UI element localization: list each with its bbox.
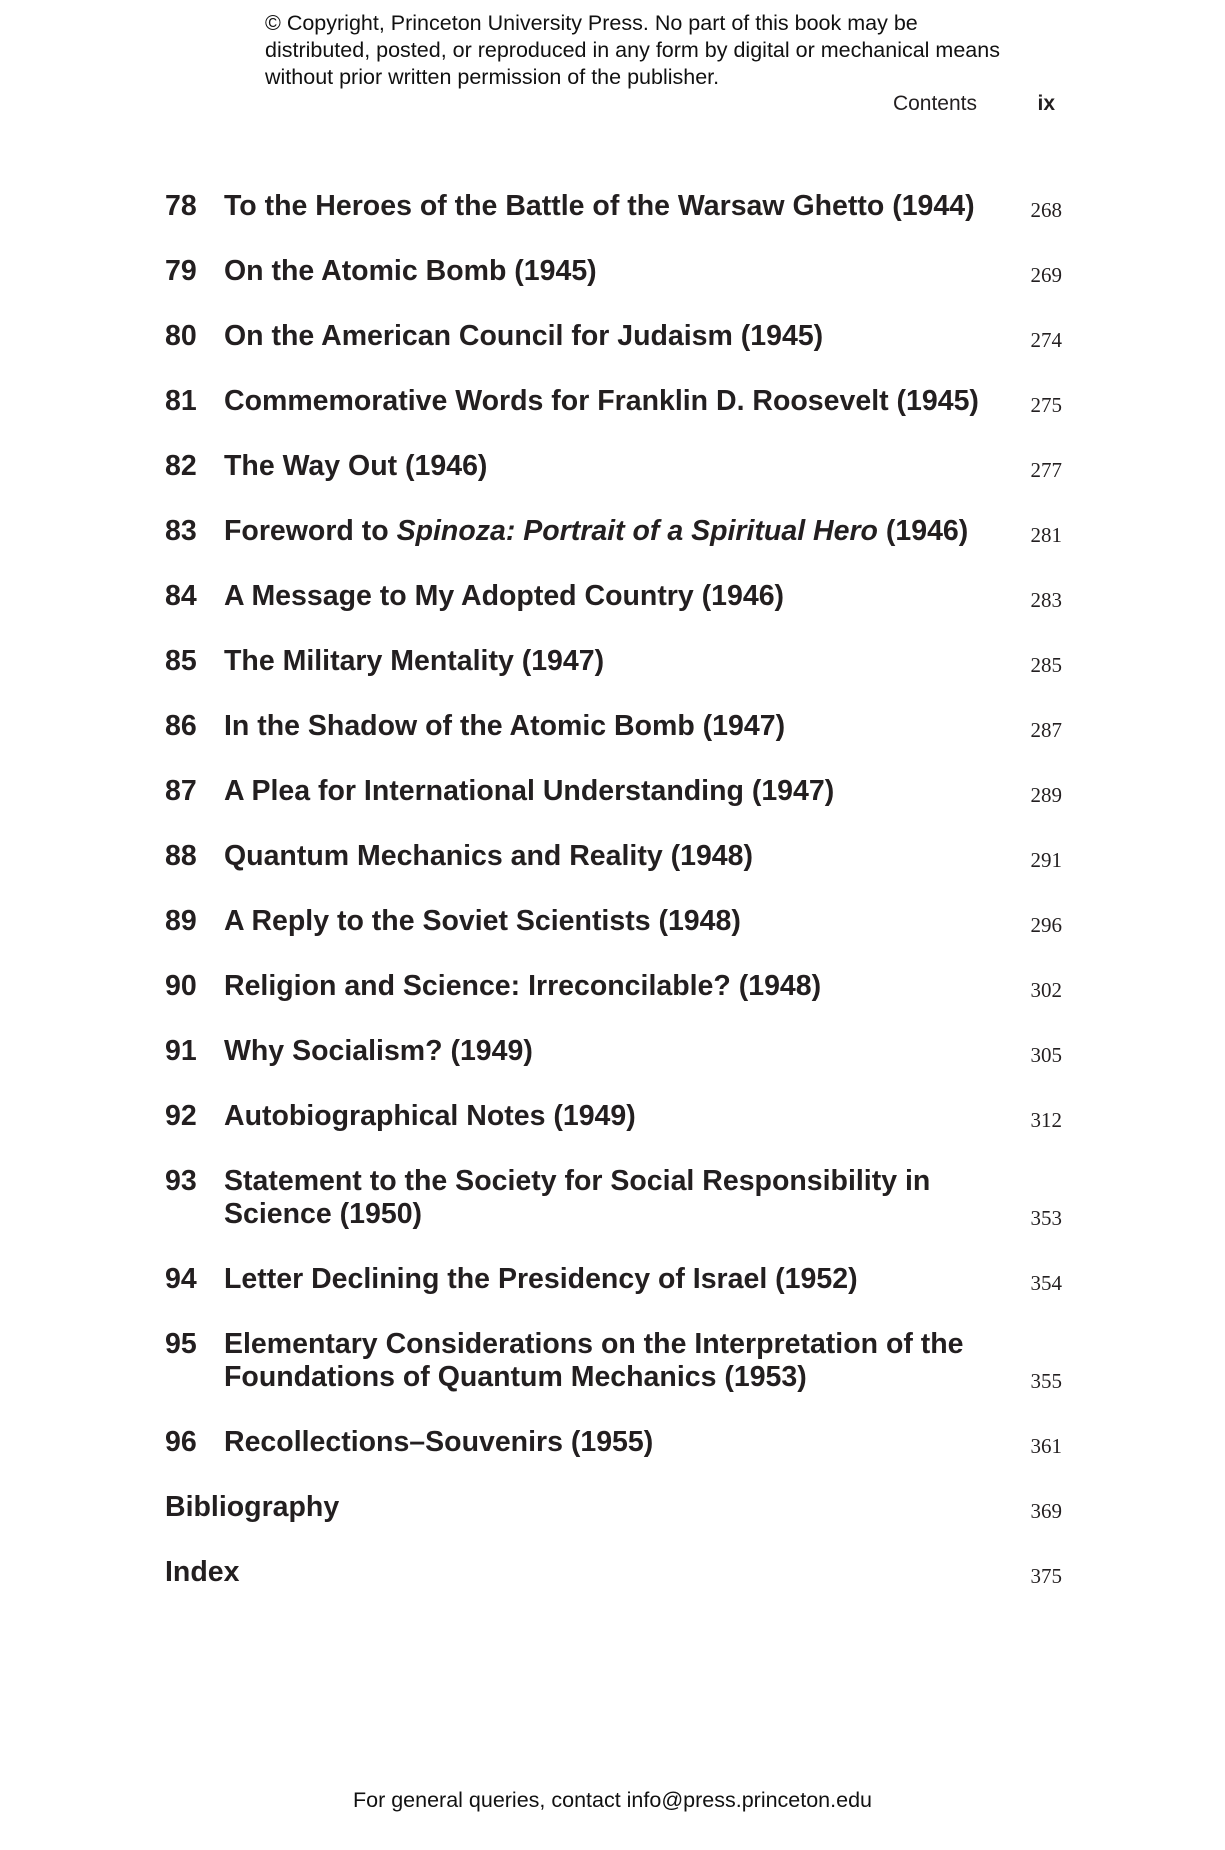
page-number: ix (1037, 92, 1055, 115)
chapter-number: 88 (165, 840, 197, 872)
toc-entry (165, 515, 1062, 548)
chapter-title: On the American Council for Judaism (1945) (224, 320, 824, 352)
chapter-number: 87 (165, 775, 197, 807)
table-of-contents (165, 190, 1062, 1589)
page-ref: 289 (1030, 783, 1062, 807)
title-prefix: Foreword to (224, 515, 397, 547)
page-ref: 277 (1030, 458, 1062, 482)
chapter-title: Recollections–Souvenirs (1955) (224, 1426, 654, 1458)
title-line-1: Elementary Considerations on the Interpretation of the (224, 1328, 964, 1360)
page-ref: 285 (1030, 653, 1062, 677)
page-ref: 369 (1030, 1499, 1062, 1523)
page-ref: 354 (1030, 1271, 1062, 1295)
chapter-title (224, 1328, 1022, 1394)
chapter-title: On the Atomic Bomb (1945) (224, 255, 597, 287)
page-ref: 291 (1030, 848, 1062, 872)
chapter-number: 95 (165, 1328, 197, 1360)
page-ref: 296 (1030, 913, 1062, 937)
chapter-number: 93 (165, 1165, 197, 1197)
chapter-title: Autobiographical Notes (1949) (224, 1100, 636, 1132)
chapter-title: A Reply to the Soviet Scientists (1948) (224, 905, 741, 937)
toc-entry (165, 385, 1062, 418)
toc-entry (165, 1426, 1062, 1459)
chapter-title: Quantum Mechanics and Reality (1948) (224, 840, 753, 872)
chapter-number: 85 (165, 645, 197, 677)
page-ref: 287 (1030, 718, 1062, 742)
toc-entry (165, 580, 1062, 613)
chapter-number: 82 (165, 450, 197, 482)
page-ref: 361 (1030, 1434, 1062, 1458)
page-ref: 269 (1030, 263, 1062, 287)
page-ref: 355 (1030, 1369, 1062, 1393)
toc-entry (165, 320, 1062, 353)
page-ref: 275 (1030, 393, 1062, 417)
toc-entry-bibliography (165, 1491, 1062, 1524)
page-ref: 283 (1030, 588, 1062, 612)
toc-entry (165, 1328, 1062, 1394)
page-ref: 268 (1030, 198, 1062, 222)
chapter-number: 80 (165, 320, 197, 352)
toc-entry (165, 1263, 1062, 1296)
toc-entry (165, 190, 1062, 223)
section-title: Bibliography (165, 1491, 340, 1523)
page-ref: 375 (1030, 1564, 1062, 1588)
title-line-2: Foundations of Quantum Mechanics (1953) (224, 1361, 807, 1393)
chapter-title: Why Socialism? (1949) (224, 1035, 533, 1067)
page-ref: 312 (1030, 1108, 1062, 1132)
chapter-title: The Way Out (1946) (224, 450, 488, 482)
book-title-italic: Spinoza: Portrait of a Spiritual Hero (396, 515, 878, 547)
page-ref: 274 (1030, 328, 1062, 352)
chapter-number: 96 (165, 1426, 197, 1458)
chapter-number: 94 (165, 1263, 197, 1295)
toc-entry (165, 255, 1062, 288)
chapter-title: Commemorative Words for Franklin D. Roosevelt (1945) (224, 385, 979, 417)
footer-contact: For general queries, contact info@press.princeton.edu (352, 1788, 872, 1812)
chapter-title: Letter Declining the Presidency of Israel (1952) (224, 1263, 858, 1295)
chapter-number: 90 (165, 970, 197, 1002)
chapter-number: 78 (165, 190, 197, 222)
section-title: Index (165, 1556, 240, 1588)
chapter-title: To the Heroes of the Battle of the Warsaw Ghetto (1944) (224, 190, 975, 222)
toc-entry (165, 1035, 1062, 1068)
toc-entry-index (165, 1556, 1062, 1589)
toc-entry (165, 840, 1062, 873)
page-ref: 305 (1030, 1043, 1062, 1067)
chapter-title: A Plea for International Understanding (1947) (224, 775, 835, 807)
chapter-number: 92 (165, 1100, 197, 1132)
toc-entry (165, 775, 1062, 808)
page-ref: 281 (1030, 523, 1062, 547)
chapter-number: 89 (165, 905, 197, 937)
chapter-title: The Military Mentality (1947) (224, 645, 605, 677)
chapter-number: 83 (165, 515, 197, 547)
page-ref: 302 (1030, 978, 1062, 1002)
running-head-title: Contents (892, 92, 977, 115)
copyright-notice: © Copyright, Princeton University Press. No part of this book may be distributed, posted, or reproduced in any form by digital or mechanical means without prior written permission of the publisher. (265, 11, 1000, 89)
toc-entry (165, 450, 1062, 483)
title-suffix: (1946) (877, 515, 969, 547)
toc-entry (165, 1100, 1062, 1133)
toc-entry (165, 905, 1062, 938)
chapter-number: 84 (165, 580, 197, 612)
chapter-number: 91 (165, 1035, 197, 1067)
running-head (0, 92, 1225, 122)
chapter-title (224, 515, 1022, 548)
toc-entry (165, 710, 1062, 743)
title-line-1: Statement to the Society for Social Responsibility in (224, 1165, 931, 1197)
chapter-title: Religion and Science: Irreconcilable? (1948) (224, 970, 822, 1002)
toc-entry (165, 1165, 1062, 1231)
toc-entry (165, 970, 1062, 1003)
chapter-title: A Message to My Adopted Country (1946) (224, 580, 785, 612)
chapter-number: 86 (165, 710, 197, 742)
title-line-2: Science (1950) (224, 1198, 423, 1230)
chapter-number: 79 (165, 255, 197, 287)
page-ref: 353 (1030, 1206, 1062, 1230)
chapter-title (224, 1165, 1022, 1231)
chapter-number: 81 (165, 385, 197, 417)
chapter-title: In the Shadow of the Atomic Bomb (1947) (224, 710, 786, 742)
toc-entry (165, 645, 1062, 678)
